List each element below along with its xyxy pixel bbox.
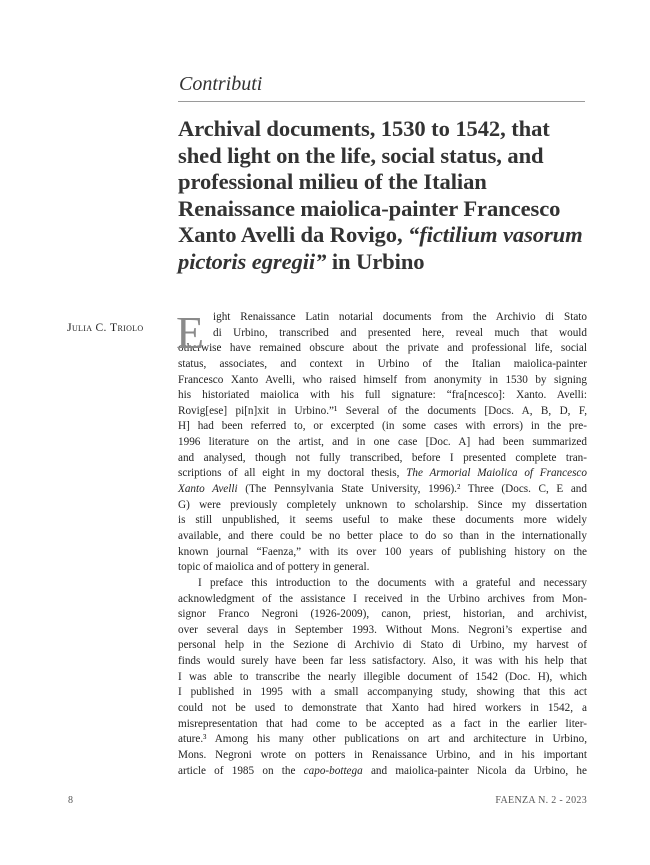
- italic-text: capo-bottega: [303, 764, 363, 777]
- body-text: topic of maiolica and of pottery in general.: [178, 561, 370, 574]
- body-text: Francesco Xanto Avelli, who raised himself from anonymity in 1530 by signing: [178, 373, 587, 386]
- body-line: [178, 638, 587, 654]
- body-text: I published in 1995 with a small accompanying study, showing that this act: [178, 686, 587, 699]
- body-line: [178, 685, 587, 701]
- title-text: Xanto Avelli da Rovigo,: [178, 222, 409, 248]
- body-line: [178, 732, 587, 748]
- body-text: I preface this introduction to the documents with a grateful and necessary: [198, 576, 587, 589]
- author-middle-initial: C.: [95, 322, 107, 334]
- body-text: 1996 literature on the artist, and in one case [Doc. A] had been summarized: [178, 436, 587, 449]
- body-text: finds would surely have been far less satisfactory. Also, it was with his help that: [178, 655, 587, 668]
- body-line: [178, 513, 587, 529]
- body-text: Mons. Negroni wrote on potters in Renaissance Urbino, and in his important: [178, 748, 587, 761]
- body-text: personal help in the Sezione di Archivio di Stato di Urbino, my harvest of: [178, 639, 587, 652]
- title-line: shed light on the life, social status, and: [178, 142, 544, 168]
- body-text: scriptions of all eight in my doctoral thesis,: [178, 467, 407, 480]
- article-title: [178, 116, 588, 276]
- body-text: otherwise have remained obscure about the private and professional life, social: [178, 342, 587, 355]
- body-line: [178, 545, 587, 561]
- body-line: [178, 623, 587, 639]
- body-text: article of 1985 on the: [178, 764, 304, 777]
- author-last-rest: riolo: [117, 322, 144, 334]
- body-line: [178, 654, 587, 670]
- body-line: [178, 482, 587, 498]
- body-text: is still unpublished, it seems useful to make these documents more widely: [178, 514, 587, 527]
- page-number: 8: [68, 795, 73, 806]
- body-text: ature.³ Among his many other publications on art and architecture in Urbino,: [178, 733, 587, 746]
- author-name: [67, 320, 143, 335]
- title-line: professional milieu of the Italian: [178, 169, 487, 195]
- body-line: [178, 341, 587, 357]
- italic-text: Xanto Avelli: [178, 483, 238, 496]
- section-label: Contributi: [179, 73, 263, 95]
- body-text: di Urbino, transcribed and presented here, reveal much that would: [213, 326, 587, 339]
- body-text: known journal “Faenza,” with its over 100 years of publishing history on the: [178, 545, 587, 558]
- body-line: [178, 748, 587, 764]
- body-line: [178, 498, 587, 514]
- body-text: and maiolica-painter Nicola da Urbino, he: [362, 764, 587, 777]
- body-line: [178, 670, 587, 686]
- body-line: [178, 764, 587, 780]
- body-line: [178, 560, 587, 576]
- body-text: H] had been referred to, or excerpted (in some cases with errors) in the pre-: [178, 420, 587, 433]
- title-line: Archival documents, 1530 to 1542, that: [178, 116, 550, 141]
- body-text: ight Renaissance Latin notarial documents from the Archivio di Stato: [213, 311, 587, 323]
- body-text: G) were previously completely unknown to scholarship. Since my dissertation: [178, 498, 587, 511]
- body-line: [178, 529, 587, 545]
- body-text: (The Pennsylvania State University, 1996).² Three (Docs. C, E and: [237, 483, 587, 496]
- body-line: [178, 576, 587, 592]
- body-line: [178, 404, 587, 420]
- author-last-initial: T: [109, 320, 118, 334]
- body-text: misrepresentation that had come to be accepted as a fact in the earlier liter-: [178, 717, 587, 730]
- article-body: [176, 307, 587, 779]
- body-line: [178, 451, 587, 467]
- body-line: [178, 435, 587, 451]
- body-line: [178, 310, 587, 326]
- title-line: [178, 249, 588, 276]
- body-line: [178, 607, 587, 623]
- body-text: status, associates, and context in Urbino of the Italian maiolica-painter: [178, 357, 587, 370]
- body-line: [178, 466, 587, 482]
- title-italic: “fictilium vasorum: [408, 222, 583, 248]
- body-line: [178, 717, 587, 733]
- title-text: in Urbino: [326, 248, 425, 274]
- drop-cap: E: [176, 307, 205, 358]
- body-text: over several days in September 1993. Without Mons. Negroni’s expertise and: [178, 623, 587, 636]
- body-text: and analysed, though not fully transcribed, before I presented complete tran-: [178, 451, 587, 464]
- body-text: signor Franco Negroni (1926-2009), canon, priest, historian, and archivist,: [178, 608, 587, 621]
- title-italic: pictoris egregii”: [178, 248, 327, 274]
- body-line: [178, 388, 587, 404]
- italic-text: The Armorial Maiolica of Francesco: [406, 467, 587, 480]
- body-text: acknowledgment of the assistance I received in the Urbino archives from Mon-: [178, 592, 587, 605]
- body-line: [178, 373, 587, 389]
- author-first-rest: ulia: [71, 322, 93, 334]
- body-line: [178, 592, 587, 608]
- body-text: his historiated maiolica with his full signature: “fra[ncesco]: Xanto. Avelli:: [178, 389, 587, 402]
- body-line: [178, 357, 587, 373]
- body-text: available, and there could be no better place to do so than in the internationally: [178, 529, 587, 542]
- section-rule: [178, 101, 585, 102]
- title-line: Renaissance maiolica-painter Francesco: [178, 195, 561, 221]
- body-text: I was able to transcribe the nearly illegible document of 1542 (Doc. H), which: [178, 670, 587, 683]
- body-line: [178, 419, 587, 435]
- body-line: [178, 701, 587, 717]
- body-text: Rovig[ese] pi[n]xit in Urbino.”¹ Several of the documents [Docs. A, B, D, F,: [178, 404, 587, 417]
- journal-footer: FAENZA N. 2 - 2023: [495, 795, 587, 806]
- body-line: [178, 326, 587, 342]
- title-line: [178, 222, 588, 249]
- body-text: could not be used to demonstrate that Xanto had hired workers in 1542, a: [178, 702, 587, 715]
- author-first-initial: J: [67, 320, 72, 334]
